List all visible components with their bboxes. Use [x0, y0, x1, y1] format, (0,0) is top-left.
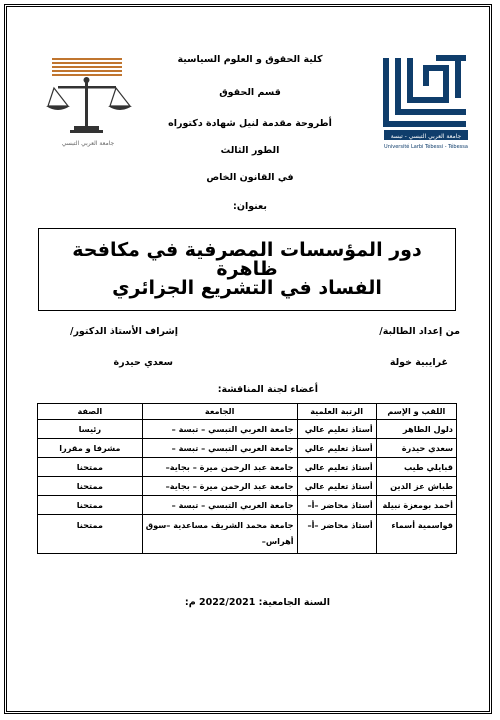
- jury-member-rank: أستاذ محاضر –أ–: [297, 515, 376, 554]
- jury-member-name: أحمد بومعزة نبيلة: [376, 496, 456, 515]
- student-name: غرايبية خولة: [389, 357, 448, 368]
- jury-label: أعضاء لجنة المناقشة:: [217, 384, 318, 395]
- jury-member-rank: أستاذ تعليم عالي: [297, 458, 376, 477]
- jury-member-rank: أستاذ تعليم عالي: [297, 439, 376, 458]
- thesis-title-line2: الفساد في التشريع الجزائري: [112, 277, 382, 299]
- jury-table: [37, 403, 457, 554]
- title-label: بعنوان:: [233, 201, 267, 212]
- jury-table-header: [38, 404, 457, 420]
- table-row: [38, 458, 457, 477]
- header-name: اللقب و الإسم: [376, 404, 456, 420]
- academic-year: السنة الجامعية: 2022/2021 م:: [184, 597, 330, 608]
- jury-member-rank: أستاذ محاضر –أ–: [297, 496, 376, 515]
- faculty-logo-caption: جامعة العربي التبسي: [61, 140, 115, 147]
- student-label: من إعداد الطالبة/: [379, 326, 460, 337]
- field-of-study: في القانون الخاص: [206, 172, 294, 183]
- jury-member-role: رئيسا: [38, 420, 143, 439]
- jury-member-name: طباش عز الدين: [376, 477, 456, 496]
- thesis-title-box: [38, 228, 456, 311]
- jury-member-role: ممتحنا: [38, 496, 143, 515]
- jury-member-rank: أستاذ تعليم عالي: [297, 420, 376, 439]
- thesis-type: أطروحة مقدمة لنيل شهادة دكتوراه: [168, 118, 332, 129]
- jury-member-university: جامعة عبد الرحمن ميرة – بجاية–: [142, 458, 297, 477]
- university-logo-caption-ar: جامعة العربي التبسي - تبسة: [390, 133, 462, 140]
- header-university: الجامعة: [142, 404, 297, 420]
- jury-member-university: جامعة العربي التبسي – تبسة –: [142, 496, 297, 515]
- jury-member-name: قبايلي طيب: [376, 458, 456, 477]
- jury-member-university: جامعة العربي التبسي – تبسة –: [142, 420, 297, 439]
- study-level: الطور الثالث: [220, 145, 280, 156]
- department-name: قسم الحقوق: [219, 87, 281, 98]
- university-logo: [376, 50, 476, 160]
- table-row: [38, 439, 457, 458]
- table-row: [38, 477, 457, 496]
- supervisor-name: سعدي حيدرة: [113, 357, 173, 368]
- supervisor-label: إشراف الأستاذ الدكتور/: [69, 326, 178, 337]
- jury-member-rank: أستاذ تعليم عالي: [297, 477, 376, 496]
- jury-member-university: جامعة العربي التبسي – تبسة –: [142, 439, 297, 458]
- table-row: [38, 420, 457, 439]
- jury-member-university: جامعة عبد الرحمن ميرة – بجاية–: [142, 477, 297, 496]
- table-row: [38, 496, 457, 515]
- jury-member-name: سعدي حيدرة: [376, 439, 456, 458]
- jury-member-university: جامعة محمد الشريف مساعدية –سوق أهراس–: [142, 515, 297, 554]
- table-row: [38, 515, 457, 554]
- jury-member-role: ممتحنا: [38, 515, 143, 554]
- jury-member-name: دلول الطاهر: [376, 420, 456, 439]
- jury-member-name: قواسمية أسماء: [376, 515, 456, 554]
- header-rank: الرتبة العلمية: [297, 404, 376, 420]
- jury-member-role: ممتحنا: [38, 458, 143, 477]
- header-role: الصفة: [38, 404, 143, 420]
- university-logo-caption-fr: Université Larbi Tébessi - Tébessa: [384, 144, 468, 150]
- jury-member-role: ممتحنا: [38, 477, 143, 496]
- jury-member-role: مشرفا و مقررا: [38, 439, 143, 458]
- faculty-logo: [30, 52, 150, 152]
- thesis-title-line1: دور المؤسسات المصرفية في مكافحة ظاهرة: [72, 239, 422, 280]
- faculty-name: كلية الحقوق و العلوم السياسية: [177, 54, 323, 65]
